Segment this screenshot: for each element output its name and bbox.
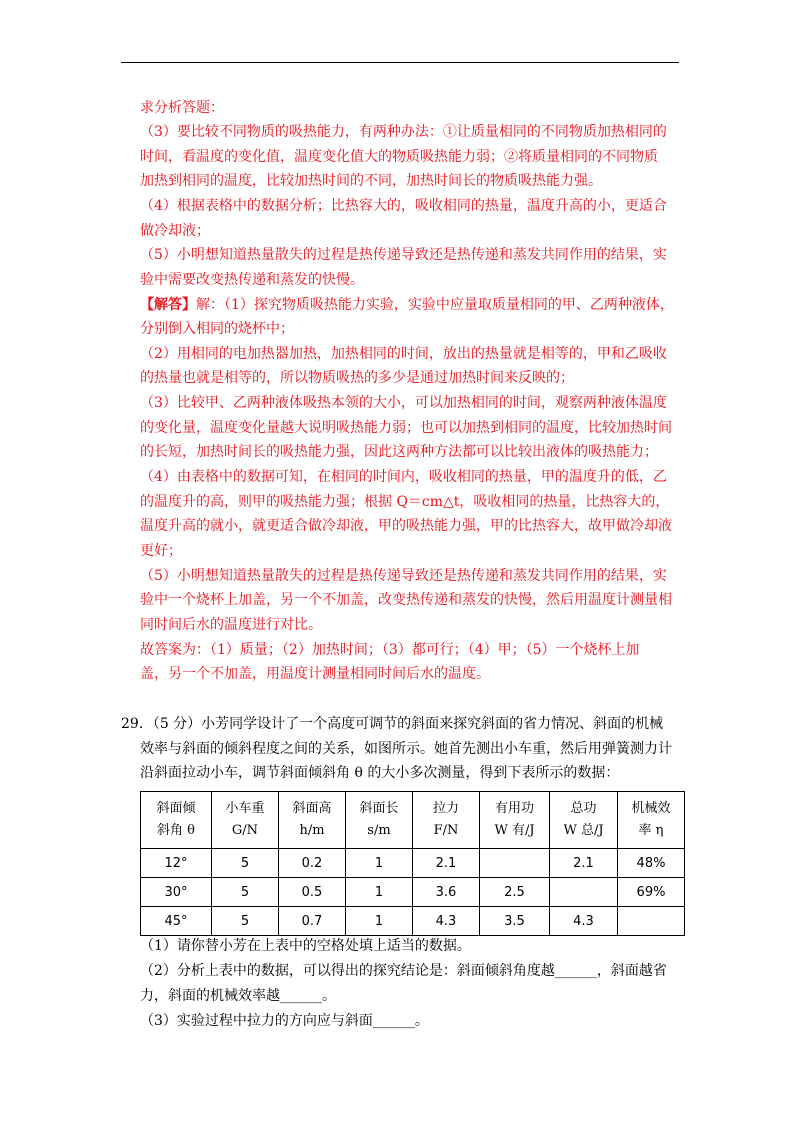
table-cell-blank [550, 878, 618, 907]
header-useful-work: 有用功 W 有/J [480, 792, 550, 849]
analysis-line: 验中需要改变热传递和蒸发的快慢。 [140, 272, 364, 288]
header-weight: 小车重 G/N [212, 792, 279, 849]
analysis-line: （4）根据表格中的数据分析；比热容大的，吸收相同的热量，温度升高的小，更适合 [140, 198, 667, 214]
answer-line: 更好； [140, 543, 182, 559]
question-intro-line: 29．（5 分）小芳同学设计了一个高度可调节的斜面来探究斜面的省力情况、斜面的机械 [121, 716, 664, 732]
table-cell: 3.5 [480, 907, 550, 936]
sub-question-line: （1）请你替小芳在上表中的空格处填上适当的数据。 [140, 938, 471, 954]
table-cell-blank [618, 907, 685, 936]
table-row [141, 878, 685, 907]
table-cell: 48% [618, 849, 685, 878]
answer-text: 解：（1）探究物质吸热能力实验，实验中应量取质量相同的甲、乙两种液体， [196, 297, 674, 313]
answer-line: （4）由表格中的数据可知，在相同的时间内，吸收相同的热量，甲的温度升的低，乙 [140, 469, 667, 485]
answer-line: （3）比较甲、乙两种液体吸热本领的大小，可以加热相同的时间，观察两种液体温度 [140, 395, 667, 411]
answer-line: （2）用相同的电加热器加热，加热相同的时间，放出的热量就是相等的，甲和乙吸收 [140, 346, 667, 362]
answer-line: 验中一个烧杯上加盖，另一个不加盖，改变热传递和蒸发的快慢，然后用温度计测量相 [140, 592, 672, 608]
question-intro-line: 效率与斜面的倾斜程度之间的关系，如图所示。她首先测出小车重，然后用弹簧测力计 [140, 741, 672, 757]
answer-line: 盖，另一个不加盖，用温度计测量相同时间后水的温度。 [140, 666, 490, 682]
header-force: 拉力 F/N [413, 792, 480, 849]
answer-line: （5）小明想知道热量散失的过程是热传递导致还是热传递和蒸发共同作用的结果，实 [140, 568, 667, 584]
answer-line: 的热量也就是相等的，所以物质吸热的多少是通过加热时间来反映的； [140, 370, 574, 386]
table-cell: 5 [212, 878, 279, 907]
table-cell: 1 [346, 849, 413, 878]
table-cell: 2.1 [413, 849, 480, 878]
table-cell: 4.3 [550, 907, 618, 936]
table-cell-blank [480, 849, 550, 878]
answer-line: 的长短，加热时间长的吸热能力强，因此这两种方法都可以比较出液体的吸热能力； [140, 444, 658, 460]
answer-line [140, 296, 674, 314]
table-cell: 4.3 [413, 907, 480, 936]
analysis-line: （5）小明想知道热量散失的过程是热传递导致还是热传递和蒸发共同作用的结果，实 [140, 247, 667, 263]
table-cell: 1 [346, 907, 413, 936]
answer-line: 温度升高的就小，就更适合做冷却液，甲的吸热能力强，甲的比热容大，故甲做冷却液 [140, 518, 672, 534]
table-cell: 0.7 [279, 907, 346, 936]
table-row [141, 849, 685, 878]
answer-line: 的变化量，温度变化量越大说明吸热能力弱；也可以加热到相同的温度，比较加热时间 [140, 420, 672, 436]
question-intro-line: 沿斜面拉动小车，调节斜面倾斜角 θ 的大小多次测量，得到下表所示的数据： [140, 765, 620, 781]
table-cell: 30° [141, 878, 212, 907]
header-height: 斜面高 h/m [279, 792, 346, 849]
analysis-line: 求分析答题： [140, 100, 224, 116]
table-cell: 45° [141, 907, 212, 936]
analysis-line: 做冷却液； [140, 223, 210, 239]
table-cell: 69% [618, 878, 685, 907]
incline-data-table [140, 791, 685, 936]
table-header-row [141, 792, 685, 849]
table-cell: 0.2 [279, 849, 346, 878]
table-cell: 2.1 [550, 849, 618, 878]
table-cell: 1 [346, 878, 413, 907]
answer-line: 的温度升的高，则甲的吸热能力强；根据 Q＝cm△t，吸收相同的热量，比热容大的， [140, 494, 670, 510]
sub-question-line: 力，斜面的机械效率越______。 [140, 988, 336, 1004]
header-angle: 斜面倾 斜角 θ [141, 792, 212, 849]
header-efficiency: 机械效 率 η [618, 792, 685, 849]
answer-line: 故答案为：（1）质量；（2）加热时间；（3）都可行；（4）甲；（5）一个烧杯上加 [140, 642, 640, 658]
table-cell: 5 [212, 907, 279, 936]
sub-question-line: （2）分析上表中的数据，可以得出的探究结论是：斜面倾斜角度越______，斜面越省 [140, 963, 667, 979]
answer-line: 分别倒入相同的烧杯中； [140, 321, 294, 337]
analysis-line: 时间，看温度的变化值，温度变化值大的物质吸热能力弱；②将质量相同的不同物质 [140, 149, 658, 165]
sub-question-line: （3）实验过程中拉力的方向应与斜面______。 [140, 1013, 429, 1029]
table-cell: 5 [212, 849, 279, 878]
table-cell: 12° [141, 849, 212, 878]
analysis-line: （3）要比较不同物质的吸热能力，有两种办法：①让质量相同的不同物质加热相同的 [140, 124, 667, 140]
header-rule [121, 62, 679, 63]
answer-line: 同时间后水的温度进行对比。 [140, 617, 322, 633]
analysis-line: 加热到相同的温度，比较加热时间的不同，加热时间长的物质吸热能力强。 [140, 173, 602, 189]
table-row [141, 907, 685, 936]
answer-tag: 【解答】 [140, 297, 196, 313]
table-cell: 3.6 [413, 878, 480, 907]
table-cell: 2.5 [480, 878, 550, 907]
table-cell: 0.5 [279, 878, 346, 907]
header-length: 斜面长 s/m [346, 792, 413, 849]
header-total-work: 总功 W 总/J [550, 792, 618, 849]
